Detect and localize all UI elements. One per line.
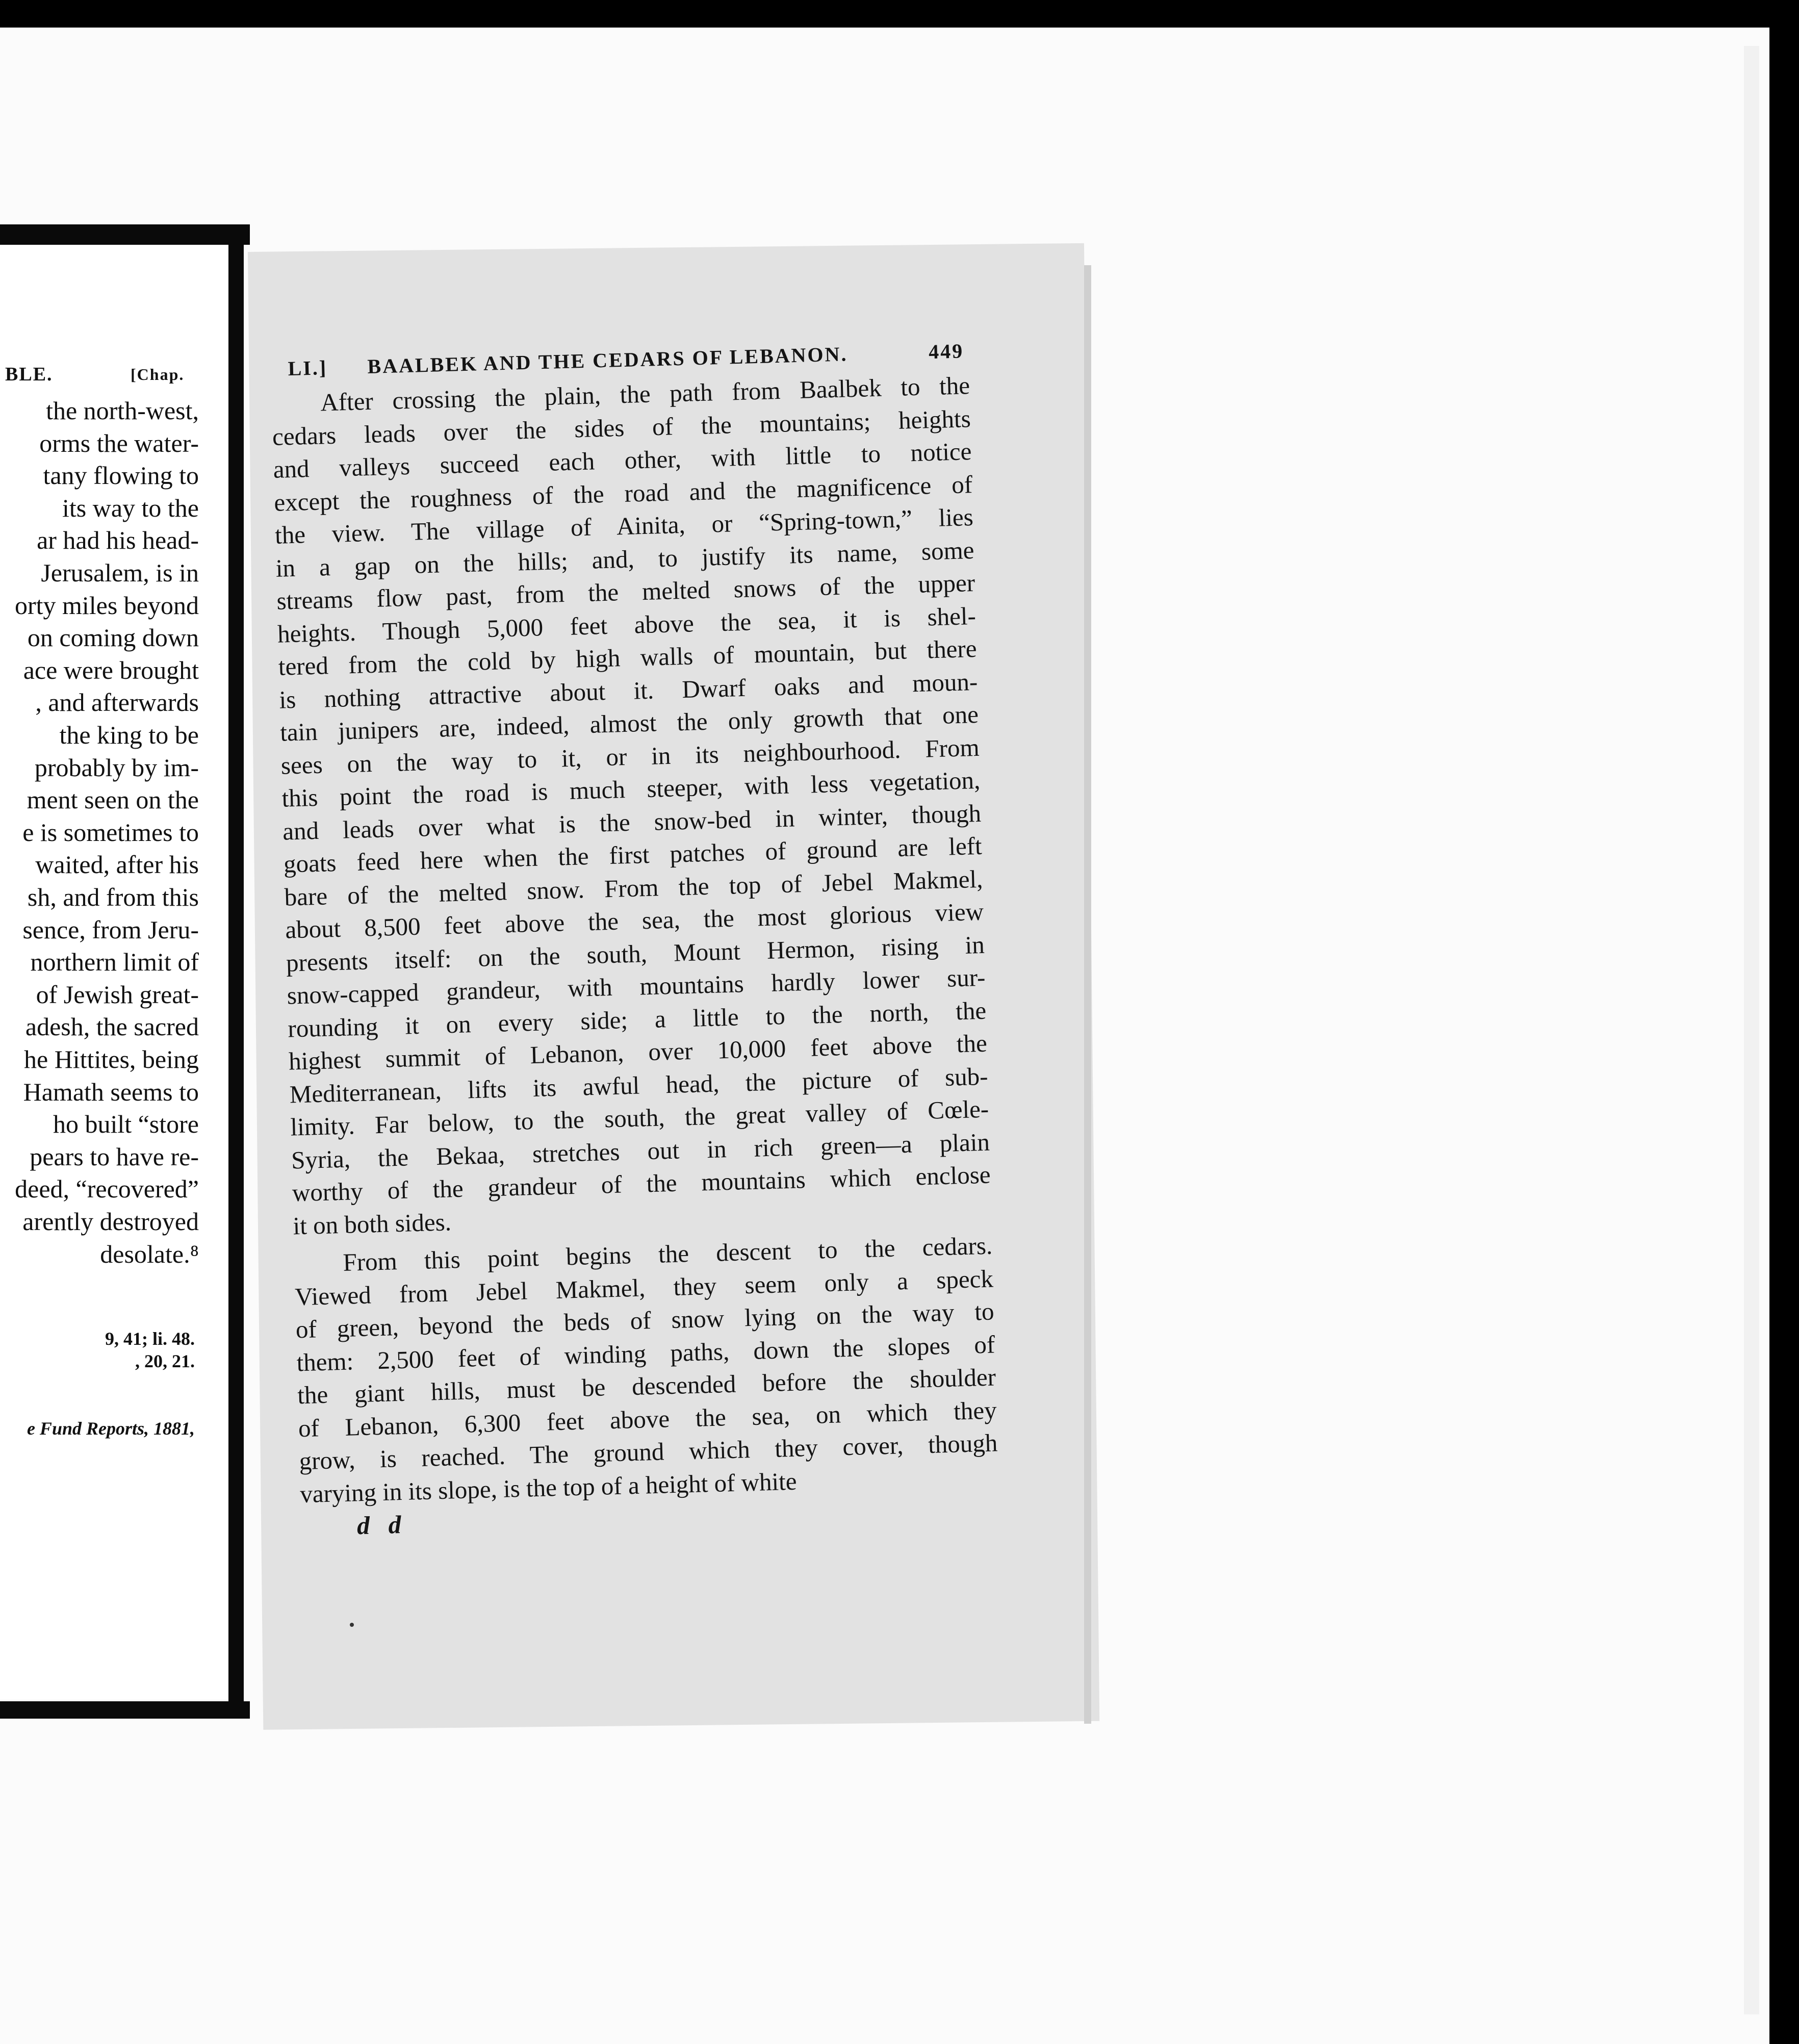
left-text-line: orty miles beyond bbox=[14, 591, 199, 620]
left-text-line: northern limit of bbox=[30, 948, 199, 977]
text-line: it on both sides. bbox=[292, 1207, 452, 1240]
left-text-line: pears to have re- bbox=[30, 1142, 199, 1171]
text-line: is nothing attractive about it. Dwarf oaks and moun- bbox=[278, 667, 978, 714]
text-line: bare of the melted snow. From the top of Jebel Makmel, bbox=[284, 864, 983, 911]
text-line: After crossing the plain, the path from Baalbek to the bbox=[320, 371, 970, 417]
text-line: in a gap on the hills; and, to justify its name, some bbox=[275, 535, 975, 582]
left-footnote-line: 9, 41; li. 48. bbox=[105, 1328, 195, 1349]
left-page-top-border bbox=[0, 224, 250, 245]
text-line: about 8,500 feet above the sea, the most glorious view bbox=[285, 897, 984, 944]
text-line: sees on the way to it, or in its neighbourhood. From bbox=[280, 733, 980, 780]
text-line: limity. Far below, to the south, the great valley of Cœle- bbox=[290, 1094, 989, 1141]
signature-mark: d d bbox=[356, 1510, 408, 1540]
left-text-line: e is sometimes to bbox=[22, 817, 199, 847]
text-line: presents itself: on the south, Mount Hermon, rising in bbox=[286, 930, 985, 977]
left-text-line: adesh, the sacred bbox=[25, 1012, 199, 1041]
left-text-line: sh, and from this bbox=[27, 883, 199, 911]
text-line: rounding it on every side; a little to the north, the bbox=[287, 996, 987, 1043]
text-line: them: 2,500 feet of winding paths, down the slopes of bbox=[296, 1330, 995, 1376]
text-line: the view. The village of Ainita, or “Spring-town,” lies bbox=[274, 503, 974, 549]
left-text-line: probably by im- bbox=[34, 753, 199, 782]
text-line: Viewed from Jebel Makmel, they seem only a speck bbox=[294, 1264, 994, 1311]
text-line: grow, is reached. The ground which they cover, though bbox=[298, 1428, 998, 1475]
left-text-line: Hamath seems to bbox=[23, 1077, 199, 1106]
running-head-title: BAALBEK AND THE CEDARS OF LEBANON. bbox=[367, 342, 848, 378]
left-text-line: , and afterwards bbox=[35, 688, 199, 717]
left-text-line: ment seen on the bbox=[27, 785, 199, 814]
text-line: snow-capped grandeur, with mountains hardly lower sur- bbox=[287, 963, 986, 1010]
page-number: 449 bbox=[928, 339, 964, 364]
left-text-line: orms the water- bbox=[39, 428, 199, 457]
text-line: highest summit of Lebanon, over 10,000 feet above the bbox=[288, 1029, 988, 1076]
text-line: Mediterranean, lifts its awful head, the picture of sub- bbox=[289, 1062, 989, 1108]
left-text-line: waited, after his bbox=[35, 850, 199, 879]
left-text-line: ar had his head- bbox=[37, 526, 199, 555]
text-line: this point the road is much steeper, with less vegetation, bbox=[281, 765, 981, 812]
left-text-line: desolate.⁸ bbox=[100, 1239, 199, 1268]
text-line: varying in its slope, is the top of a height of white bbox=[299, 1467, 798, 1508]
left-text-line: on coming down bbox=[27, 623, 199, 652]
left-text-line: tany flowing to bbox=[43, 461, 199, 490]
left-text-line: sence, from Jeru- bbox=[22, 915, 199, 944]
text-line: tered from the cold by high walls of mountain, but there bbox=[278, 634, 978, 681]
paragraph-2 bbox=[294, 1230, 999, 1511]
text-line: streams flow past, from the melted snows of the upper bbox=[276, 568, 975, 615]
text-line: the giant hills, must be descended before the shoulder bbox=[297, 1363, 996, 1410]
left-running-head-chapter: [Chap. bbox=[131, 365, 185, 384]
left-text-line: of Jewish great- bbox=[36, 980, 199, 1009]
left-running-head-title: BLE. bbox=[5, 364, 53, 385]
left-text-line: deed, “recovered” bbox=[15, 1174, 199, 1204]
text-line: except the roughness of the road and the magnificence of bbox=[273, 470, 973, 517]
text-line: Syria, the Bekaa, stretches out in rich green—a plain bbox=[291, 1128, 990, 1174]
dust-speck bbox=[350, 1623, 354, 1627]
text-line: and leads over what is the snow-bed in winter, though bbox=[282, 799, 982, 846]
left-text-line: ho built “store bbox=[53, 1110, 199, 1139]
paragraph-1 bbox=[271, 369, 992, 1242]
left-footnote-line: e Fund Reports, 1881, bbox=[27, 1418, 195, 1439]
left-page-bottom-border bbox=[0, 1701, 250, 1719]
running-head-chapter: LI.] bbox=[288, 356, 328, 380]
text-line: goats feed here when the first patches of ground are left bbox=[283, 831, 983, 878]
text-line: worthy of the grandeur of the mountains which enclose bbox=[292, 1160, 991, 1207]
left-footnote-line: , 20, 21. bbox=[135, 1351, 195, 1371]
left-text-line: the north-west, bbox=[46, 396, 199, 425]
left-page-right-border bbox=[228, 224, 244, 1714]
text-line: heights. Though 5,000 feet above the sea, it is shel- bbox=[277, 601, 976, 648]
left-text-line: arently destroyed bbox=[22, 1207, 199, 1236]
text-line: of Lebanon, 6,300 feet above the sea, on which they bbox=[298, 1395, 997, 1442]
left-facing-page bbox=[0, 243, 236, 1699]
sheet-edge bbox=[1744, 46, 1759, 2014]
right-page-text-block bbox=[270, 339, 999, 1543]
text-line: and valleys succeed each other, with little to notice bbox=[273, 437, 972, 483]
text-line: cedars leads over the sides of the mountains; heights bbox=[272, 404, 971, 451]
text-line: From this point begins the descent to the cedars. bbox=[342, 1231, 993, 1276]
text-line: of green, beyond the beds of snow lying on the way to bbox=[295, 1297, 995, 1344]
left-text-line: he Hittites, being bbox=[24, 1045, 199, 1074]
left-text-line: Jerusalem, is in bbox=[41, 558, 199, 587]
left-text-line: its way to the bbox=[62, 493, 199, 522]
right-page-edge-shadow bbox=[1084, 265, 1091, 1724]
left-text-line: ace were brought bbox=[23, 655, 199, 684]
text-line: tain junipers are, indeed, almost the only growth that one bbox=[279, 700, 979, 747]
left-text-line: the king to be bbox=[59, 721, 199, 749]
